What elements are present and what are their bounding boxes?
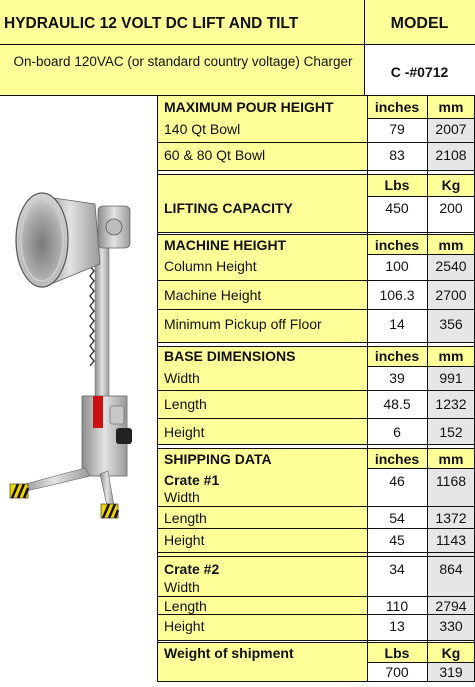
crate2-length-label: Length: [164, 598, 207, 614]
machine-height-mm: 2700: [435, 287, 467, 303]
pour-140qt-mm: 2007: [435, 121, 467, 137]
machine-title: MACHINE HEIGHT: [164, 237, 287, 253]
charger-subtitle: On-board 120VAC (or standard country voltage) Charger: [13, 54, 353, 69]
machine-min-pickup-in: 14: [389, 316, 405, 332]
model-number: C -#0712: [390, 64, 449, 80]
page-title: HYDRAULIC 12 VOLT DC LIFT AND TILT: [4, 15, 299, 32]
weight-kg: 319: [439, 664, 463, 680]
pour-row-6080qt-label: 60 & 80 Qt Bowl: [164, 147, 266, 163]
machine-min-pickup-label: Minimum Pickup off Floor: [164, 316, 322, 332]
base-length-mm: 1232: [435, 396, 467, 412]
crate2-title: Crate #2: [164, 561, 220, 577]
pour-140qt-inches: 79: [389, 121, 405, 137]
crate1-title: Crate #1: [164, 472, 220, 488]
capacity-lbs: 450: [385, 200, 409, 216]
machine-unit1: inches: [374, 237, 420, 253]
crate1-length-in: 54: [389, 510, 405, 526]
crate1-length-mm: 1372: [435, 510, 467, 526]
crate2-width-label: Width: [164, 579, 200, 595]
capacity-unit1: Lbs: [384, 177, 410, 193]
base-title: BASE DIMENSIONS: [164, 348, 296, 364]
product-photo: [0, 96, 157, 682]
machine-column-height-mm: 2540: [435, 258, 467, 274]
subtitle-cell: [0, 45, 364, 95]
weight-unit1: Lbs: [384, 645, 410, 661]
machine-column-height-label: Column Height: [164, 258, 257, 274]
machine-height-label: Machine Height: [164, 287, 262, 303]
shipping-title: SHIPPING DATA: [164, 451, 272, 467]
capacity-title: LIFTING CAPACITY: [164, 200, 293, 216]
base-unit2: mm: [438, 348, 464, 364]
base-unit1: inches: [374, 348, 420, 364]
machine-height-in: 106.3: [379, 287, 415, 303]
crate2-length-mm: 2794: [435, 598, 467, 614]
crate2-width-in: 34: [389, 561, 405, 577]
crate1-width-in: 46: [389, 473, 405, 489]
pour-unit1: inches: [374, 99, 420, 115]
crate1-width-label: Width: [164, 489, 200, 505]
base-width-mm: 991: [439, 370, 463, 386]
crate2-length-in: 110: [385, 598, 409, 614]
crate1-length-label: Length: [164, 510, 207, 526]
pour-6080qt-inches: 83: [389, 147, 405, 163]
machine-column-height-in: 100: [385, 258, 409, 274]
crate1-height-in: 45: [389, 532, 405, 548]
capacity-unit2: Kg: [441, 177, 461, 193]
lift-tilt-machine-illustration: [0, 96, 157, 682]
shipping-unit2: mm: [438, 451, 464, 467]
base-height-label: Height: [164, 424, 205, 440]
crate1-height-mm: 1143: [435, 532, 467, 548]
machine-min-pickup-mm: 356: [439, 316, 463, 332]
pour-unit2: mm: [438, 99, 464, 115]
base-length-in: 48.5: [383, 396, 411, 412]
model-label: MODEL: [390, 15, 449, 32]
base-length-label: Length: [164, 396, 207, 412]
shipping-unit1: inches: [374, 451, 420, 467]
weight-title: Weight of shipment: [164, 645, 294, 661]
pour-title: MAXIMUM POUR HEIGHT: [164, 99, 334, 115]
base-height-in: 6: [393, 424, 401, 440]
pour-row-140qt-label: 140 Qt Bowl: [164, 121, 241, 137]
crate2-width-mm: 864: [439, 561, 463, 577]
base-width-in: 39: [389, 370, 405, 386]
base-width-label: Width: [164, 370, 200, 386]
pour-6080qt-mm: 2108: [435, 147, 467, 163]
machine-unit2: mm: [438, 237, 464, 253]
capacity-kg: 200: [439, 200, 463, 216]
crate2-height-label: Height: [164, 618, 205, 634]
weight-unit2: Kg: [441, 645, 461, 661]
crate2-height-in: 13: [389, 618, 405, 634]
crate1-width-mm: 1168: [435, 473, 467, 489]
crate2-height-mm: 330: [439, 618, 463, 634]
crate1-height-label: Height: [164, 532, 205, 548]
base-height-mm: 152: [439, 424, 463, 440]
weight-lbs: 700: [385, 664, 409, 680]
